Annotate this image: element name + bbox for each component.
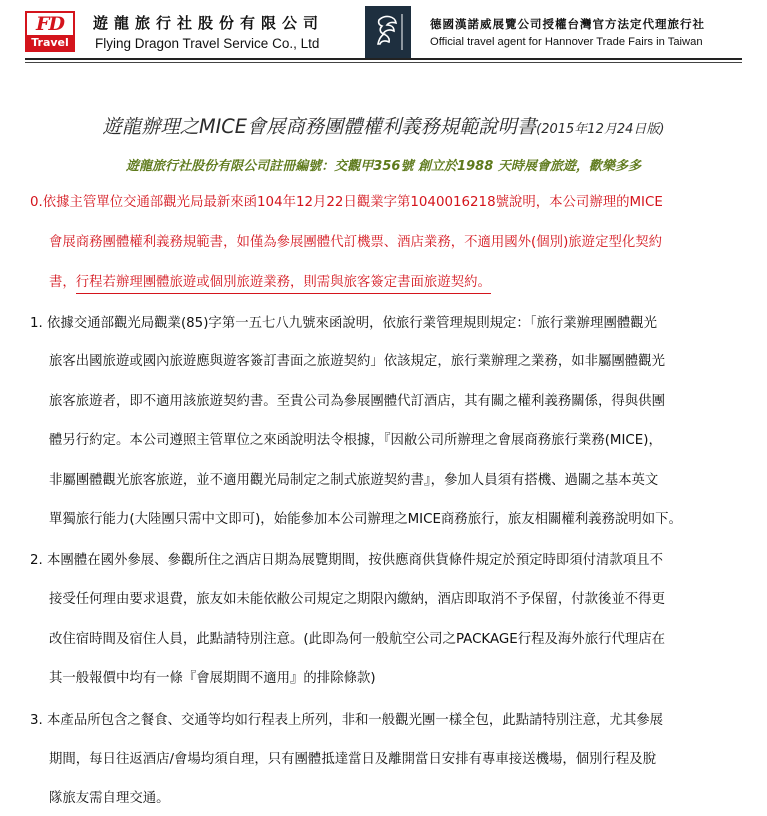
- hannover-agent-zh: 德國漢諾威展覽公司授權台灣官方法定代理旅行社: [430, 17, 705, 31]
- section-1-line-6: 單獨旅行能力(大陸團只需中文即可)，始能參加本公司辦理之MICE商務旅行，旅友相關權利義務說明如下。: [49, 512, 682, 527]
- section-0-line-3: [49, 274, 491, 292]
- section-3-line-3: 隊旅友需自理交通。: [49, 791, 170, 806]
- section-1-line-3: 旅客旅遊者，即不適用該旅遊契約書。至貴公司為參展團體代訂酒店，其有關之權利義務關係，得與供團: [49, 394, 665, 409]
- section-0-line-1: 0.依據主管單位交通部觀光局最新來函104年12月22日觀業字第1040016218號說明，本公司辦理的MICE: [30, 195, 663, 210]
- logo-fd-text: FD: [36, 13, 64, 35]
- section-2-line-3: 改住宿時間及宿住人員，此點請特別注意。(此即為何一般航空公司之PACKAGE行程及海外旅行代理店在: [49, 632, 666, 647]
- company-name-en: Flying Dragon Travel Service Co., Ltd: [95, 36, 320, 51]
- section-1-line-5: 非屬團體觀光旅客旅遊，並不適用觀光局制定之制式旅遊契約書』，參加人員須有搭機、過關之基本英文: [49, 473, 659, 488]
- document-title-text: 遊龍辦理之MICE會展商務團體權利義務規範說明書: [102, 115, 537, 138]
- letterhead: [0, 0, 767, 64]
- section-1-line-2: 旅客出國旅遊或國內旅遊應與遊客簽訂書面之旅遊契約」依該規定，旅行業辦理之業務，如非屬團體觀光: [49, 354, 665, 369]
- hannover-fair-logo: [365, 6, 411, 58]
- document-title-date: (2015年12月24日版): [536, 122, 665, 137]
- section-0-line-2: 會展商務團體權利義務規範書，如僅為參展團體代訂機票、酒店業務，不適用國外(個別)旅遊定型化契約: [49, 235, 663, 250]
- header-divider-thin: [25, 62, 742, 63]
- logo-travel-text: Travel: [27, 35, 73, 50]
- section-2-line-4: 其一般報價中均有一條『會展期間不適用』的排除條款): [49, 671, 376, 686]
- section-1-line-4: 體另行約定。本公司遵照主管單位之來函說明法令根據，『因敝公司所辦理之會展商務旅行業務(MICE)，: [49, 433, 662, 448]
- section-2-line-1: 2. 本團體在國外參展、參觀所住之酒店日期為展覽期間，按供應商供貨條件規定於預定時即須付清款項且不: [30, 553, 663, 568]
- flying-dragon-logo: [25, 11, 75, 52]
- hannover-logo-icon: [365, 6, 411, 58]
- section-1-line-1: 1. 依據交通部觀光局觀業(85)字第一五七八九號來函說明，依旅行業管理規則規定：「旅行業辦理團體觀光: [30, 316, 658, 331]
- section-0-underlined-clause: 行程若辦理團體旅遊或個別旅遊業務，則需與旅客簽定書面旅遊契約。: [76, 275, 491, 294]
- hannover-agent-en: Official travel agent for Hannover Trade Fairs in Taiwan: [430, 36, 703, 48]
- header-divider-thick: [25, 58, 742, 60]
- document-title: [0, 111, 767, 139]
- document-subtitle: 遊龍旅行社股份有限公司註冊編號：交觀甲356號 創立於1988 天時展會旅遊，歡樂多多: [126, 159, 641, 174]
- section-0-line-3-prefix: 書，: [49, 275, 76, 290]
- section-3-line-2: 期間，每日往返酒店/會場均須自理，只有團體抵達當日及離開當日安排有專車接送機場，個別行程及脫: [49, 752, 657, 767]
- company-name-zh: 遊龍旅行社股份有限公司: [93, 14, 325, 32]
- section-2-line-2: 接受任何理由要求退費，旅友如未能依敝公司規定之期限內繳納，酒店即取消不予保留，付款後並不得更: [49, 592, 665, 607]
- section-3-line-1: 3. 本產品所包含之餐食、交通等均如行程表上所列，非和一般觀光團一樣全包，此點請特別注意，尤其參展: [30, 713, 663, 728]
